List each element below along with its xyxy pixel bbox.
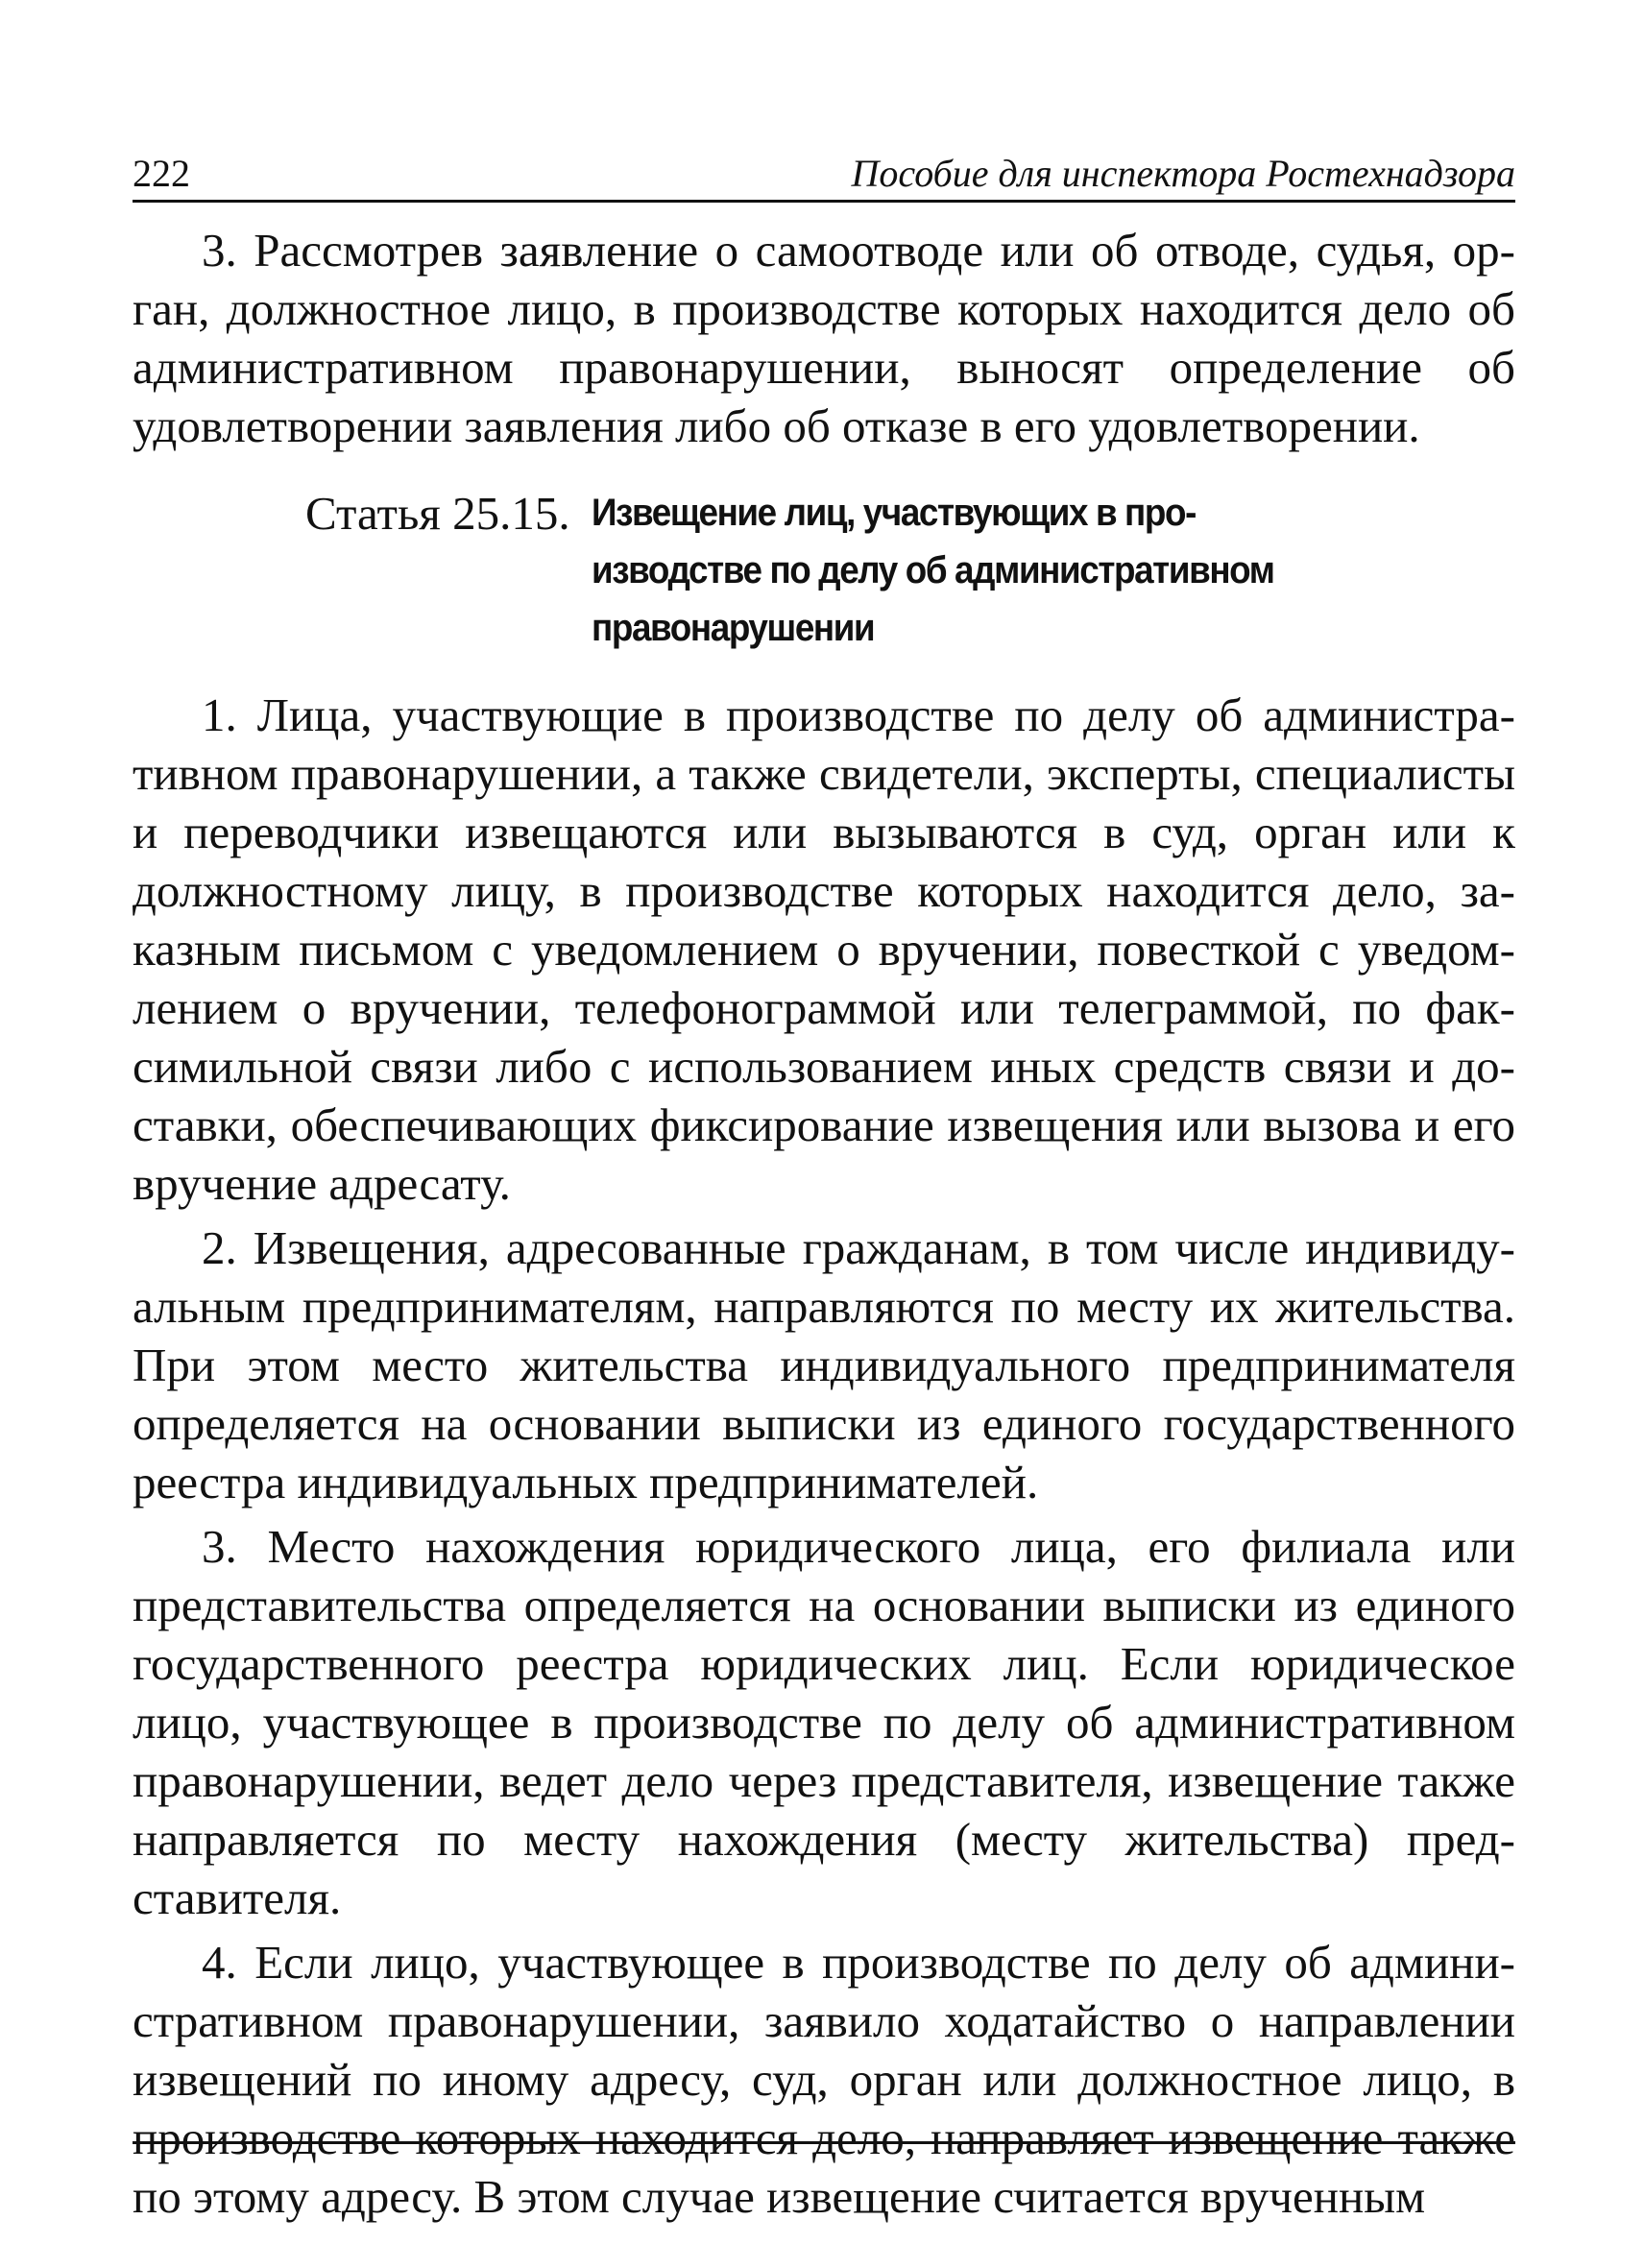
article-title: Извещение лиц, участвующих в производстве по делу об административном правонарушении <box>591 492 1274 649</box>
running-header <box>133 144 1515 203</box>
article-heading <box>305 484 1400 657</box>
paragraph: 3. Место нахождения юридического лица, его филиала или представительства определяется на основании выписки из единого государственного реестра юридических лиц. Если юридическое лицо, участвующее в производстве по делу об административном правонарушении, ведет дело через представителя, извещение также направляется по месту нахождения (месту жительства) представителя. <box>133 1520 1515 1924</box>
paragraph: 3. Рассмотрев заявление о самоотводе или об отводе, судья, орган, должностное лицо, в производстве которых находится дело об административном правонарушении, выносят определение об удовлетворении заявления либо об отказе в его удовлетворении. <box>133 224 1515 452</box>
body-text <box>133 221 1515 2226</box>
article-number: Статья 25.15. <box>305 487 570 540</box>
book-title: Пособие для инспектора Ростехнадзора <box>851 152 1515 195</box>
paragraph: 1. Лица, участвующие в производстве по делу об административном правонарушении, а также свидетели, эксперты, специалисты и переводчики извещаются или вызываются в суд, орган или к должностному лицу, в производстве которых находится дело, заказным письмом с уведомлением о вручении, повесткой с уведомлением о вручении, телефонограммой или телеграммой, по факсимильной связи либо с использованием иных средств связи и доставки, обеспечивающих фиксирование извещения или вызова и его вручение адресату. <box>133 688 1515 1210</box>
paragraph: 2. Извещения, адресованные гражданам, в том числе индивидуальным предпринимателям, направляются по месту их жительства. При этом место жительства индивидуального предпринимателя определяется на основании выписки из единого государственного реестра индивидуальных предпринимателей. <box>133 1221 1515 1508</box>
page-number: 222 <box>133 152 190 195</box>
paragraph: 4. Если лицо, участвующее в производстве по делу об административном правонарушении, заявило ходатайство о направлении извещений по иному адресу, суд, орган или должностное лицо, в производстве которых находится дело, направляет извещение также по этому адресу. В этом случае извещение считается врученным <box>133 1936 1515 2223</box>
footer-rule <box>133 2141 1515 2144</box>
